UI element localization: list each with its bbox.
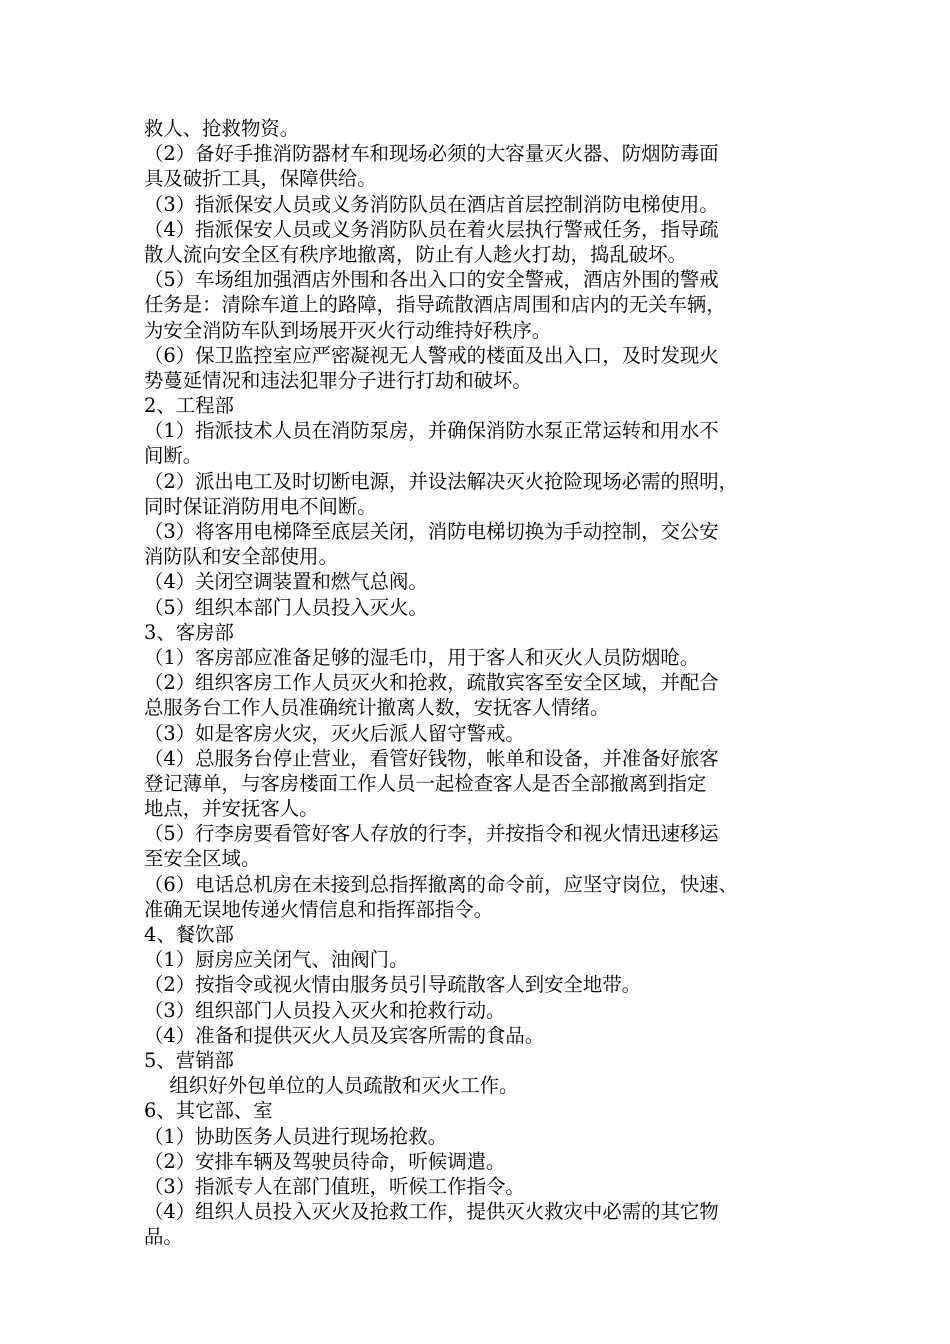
- text-line: （6）保卫监控室应严密凝视无人警戒的楼面及出入口，及时发现火: [144, 343, 719, 367]
- text-line: （6）电话总机房在未接到总指挥撤离的命令前，应坚守岗位，快速、: [144, 872, 739, 896]
- text-line: 散人流向安全区有秩序地撤离，防止有人趁火打劫，捣乱破坏。: [144, 242, 687, 266]
- text-line: （2）备好手推消防器材车和现场必须的大容量灭火器、防烟防毒面: [144, 142, 719, 166]
- text-line: （4）关闭空调装置和燃气总阀。: [144, 570, 428, 594]
- section-heading: 3、客房部: [144, 620, 234, 644]
- text-line: 消防队和安全部使用。: [144, 545, 338, 569]
- text-line: （3）组织部门人员投入灭火和抢救行动。: [144, 998, 506, 1022]
- document-body: [144, 116, 834, 1249]
- text-line: （4）准备和提供灭火人员及宾客所需的食品。: [144, 1023, 545, 1047]
- text-line: 为安全消防车队到场展开灭火行动维持好秩序。: [144, 318, 552, 342]
- text-line: 救人、抢救物资。: [144, 117, 300, 140]
- text-line: （1）协助医务人员进行现场抢救。: [144, 1124, 448, 1148]
- section-heading: 2、工程部: [144, 394, 234, 418]
- text-line: （2）按指令或视火情由服务员引导疏散客人到安全地带。: [144, 973, 642, 997]
- text-line: （3）指派专人在部门值班，听候工作指令。: [144, 1174, 525, 1198]
- text-line: （3）指派保安人员或义务消防队员在酒店首层控制消防电梯使用。: [144, 192, 719, 216]
- text-line: （3）如是客房火灾，灭火后派人留守警戒。: [144, 721, 525, 745]
- section-heading: 6、其它部、室: [144, 1099, 273, 1123]
- text-line: 间断。: [144, 444, 203, 468]
- text-line: 任务是：清除车道上的路障，指导疏散酒店周围和店内的无关车辆，: [144, 293, 726, 317]
- text-line: 准确无误地传递火情信息和指挥部指令。: [144, 897, 494, 921]
- text-line: 至安全区域。: [144, 847, 261, 871]
- text-line: 总服务台工作人员准确统计撤离人数，安抚客人情绪。: [144, 696, 610, 720]
- text-line: 登记薄单，与客房楼面工作人员一起检查客人是否全部撤离到指定: [144, 771, 707, 795]
- text-line: （5）组织本部门人员投入灭火。: [144, 595, 428, 619]
- text-line: （1）指派技术人员在消防泵房，并确保消防水泵正常运转和用水不: [144, 419, 719, 443]
- text-line: （1）客房部应准备足够的湿毛巾，用于客人和灭火人员防烟呛。: [144, 645, 700, 669]
- text-line: 品。: [144, 1225, 183, 1249]
- text-line: （4）组织人员投入灭火及抢救工作，提供灭火救灾中必需的其它物: [144, 1200, 719, 1224]
- text-line: （4）总服务台停止营业，看管好钱物，帐单和设备，并准备好旅客: [144, 746, 719, 770]
- text-line: （4）指派保安人员或义务消防队员在着火层执行警戒任务，指导疏: [144, 217, 719, 241]
- text-line: （1）厨房应关闭气、油阀门。: [144, 948, 409, 972]
- text-line: 地点，并安抚客人。: [144, 797, 319, 821]
- text-line: （3）将客用电梯降至底层关闭，消防电梯切换为手动控制，交公安: [144, 520, 719, 543]
- text-line: （2）安排车辆及驾驶员待命，听候调遣。: [144, 1149, 506, 1173]
- text-line: 具及破折工具，保障供给。: [144, 167, 377, 191]
- text-line: （2）组织客房工作人员灭火和抢救，疏散宾客至安全区域，并配合: [144, 671, 719, 695]
- text-line: 组织好外包单位的人员疏散和灭火工作。: [150, 1074, 519, 1098]
- text-line: （5）车场组加强酒店外围和各出入口的安全警戒，酒店外围的警戒: [144, 268, 719, 292]
- text-line: 同时保证消防用电不间断。: [144, 494, 377, 518]
- section-heading: 5、营销部: [144, 1048, 234, 1072]
- text-line: （2）派出电工及时切断电源，并设法解决灭火抢险现场必需的照明，: [144, 469, 739, 493]
- section-heading: 4、餐饮部: [144, 923, 234, 946]
- text-line: 势蔓延情况和违法犯罪分子进行打劫和破坏。: [144, 368, 532, 392]
- text-line: （5）行李房要看管好客人存放的行李，并按指令和视火情迅速移运: [144, 822, 719, 846]
